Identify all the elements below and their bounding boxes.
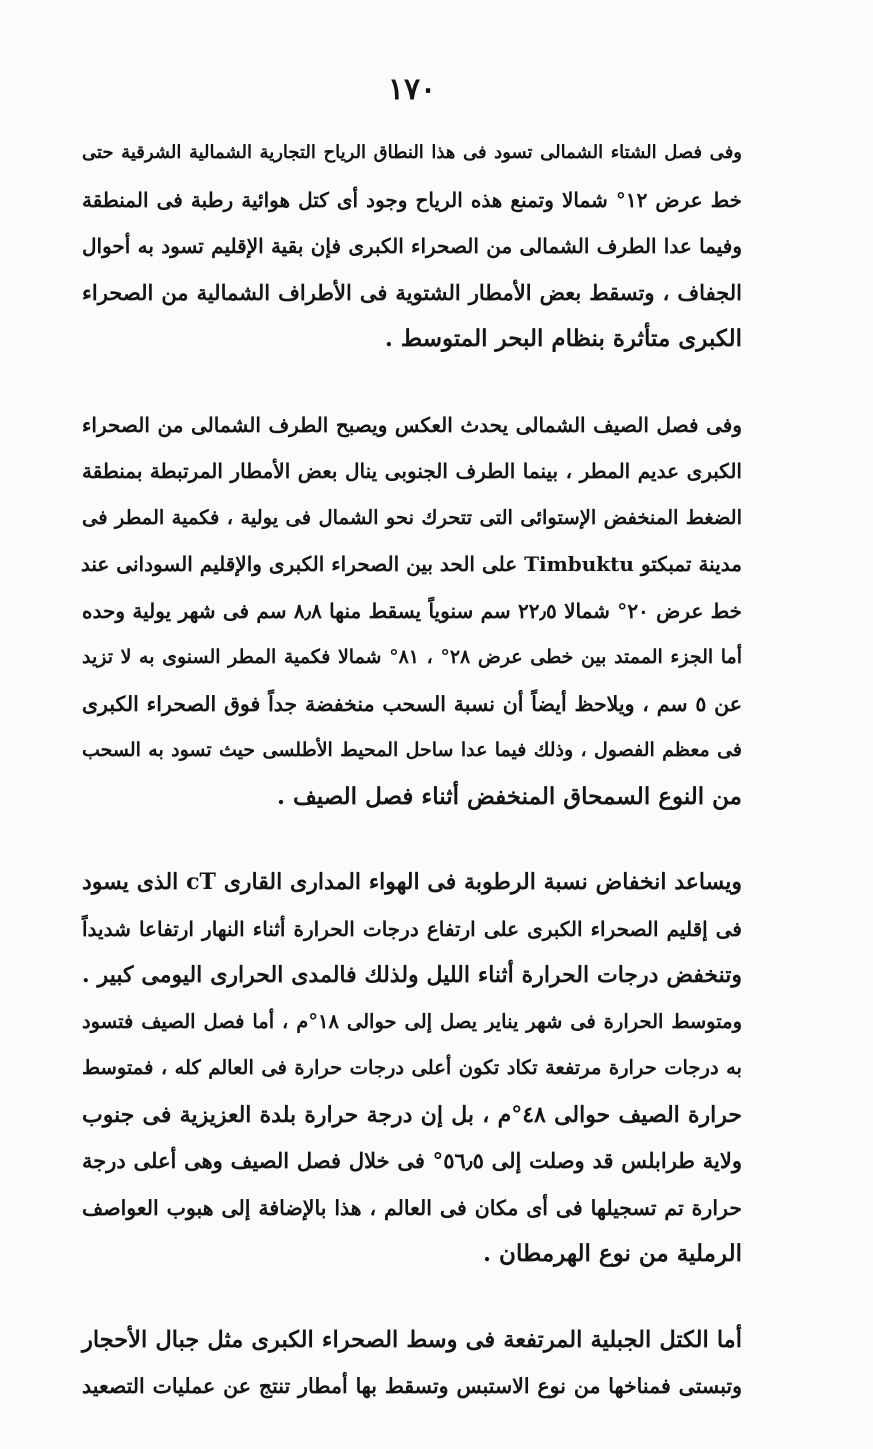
text-line: أما الجزء الممتد بين خطى عرض ٢٨° ، ٨١° شمالا فكمية المطر السنوى به لا تزيد	[82, 646, 742, 668]
text-line: ولاية طرابلس قد وصلت إلى ٥٦٫٥° فى خلال فصل الصيف وهى أعلى درجة	[82, 1148, 743, 1173]
page-content	[82, 70, 742, 1449]
text-line: خط عرض ٢٠° شمالا ٢٢٫٥ سم سنوياً يسقط منها ٨٫٨ سم فى شهر يولية وحده	[82, 598, 743, 623]
text-line: به درجات حرارة مرتفعة تكاد تكون أعلى درجات حرارة فى العالم كله ، فمتوسط	[82, 1056, 742, 1079]
text-line: فى إقليم الصحراء الكبرى على ارتفاع درجات الحرارة أثناء النهار ارتفاعا شديداً	[82, 916, 742, 941]
text-line: وفيما عدا الطرف الشمالى من الصحراء الكبرى فإن بقية الإقليم تسود به أحوال	[82, 234, 742, 258]
paragraph-summer	[82, 402, 742, 821]
text-line: وتبستى فمناخها من نوع الاستبس وتسقط بها أمطار تنتج عن عمليات التصعيد	[82, 1374, 742, 1398]
page-number: ١٧٠	[387, 72, 437, 107]
text-line: من النوع السمحاق المنخفض أثناء فصل الصيف .	[276, 782, 742, 810]
text-line: فى معظم الفصول ، وذلك فيما عدا ساحل المحيط الأطلسى حيث تسود به السحب	[82, 739, 742, 761]
text-line: ويساعد انخفاض نسبة الرطوبة فى الهواء المدارى القارى cT الذى يسود	[82, 869, 743, 895]
text-line: الكبرى متأثرة بنظام البحر المتوسط .	[384, 325, 742, 352]
paragraph-highlands	[82, 1317, 742, 1410]
text-line: الجفاف ، وتسقط بعض الأمطار الشتوية فى الأطراف الشمالية من الصحراء	[82, 279, 742, 305]
text-line: وفى فصل الشتاء الشمالى تسود فى هذا النطاق الرياح التجارية الشمالية الشرقية حتى	[82, 142, 742, 163]
text-line: الكبرى عديم المطر ، بينما الطرف الجنوبى ينال بعض الأمطار المرتبطة بمنطقة	[82, 459, 742, 483]
text-line: أما الكتل الجبلية المرتفعة فى وسط الصحراء الكبرى مثل جبال الأحجار	[82, 1326, 742, 1353]
text-line: عن ٥ سم ، ويلاحظ أيضاً أن نسبة السحب منخفضة جداً فوق الصحراء الكبرى	[82, 691, 742, 716]
text-line: خط عرض ١٢° شمالا وتمنع هذه الرياح وجود أى كتل هوائية رطبة فى المنطقة	[82, 187, 743, 212]
text-line: حرارة الصيف حوالى ٤٨°م ، بل إن درجة حرارة بلدة العزيزية فى جنوب	[82, 1101, 743, 1128]
text-line: الرملية من نوع الهرمطان .	[483, 1240, 742, 1267]
text-line: وتنخفض درجات الحرارة أثناء الليل ولذلك فالمدى الحرارى اليومى كبير .	[82, 962, 742, 988]
text-line: ومتوسط الحرارة فى شهر يناير يصل إلى حوالى ١٨°م ، أما فصل الصيف فتسود	[82, 1009, 742, 1033]
text-line: مدينة تمبكتو Timbuktu على الحد بين الصحراء الكبرى والإقليم السودانى عند	[80, 552, 742, 576]
text-line: الضغط المنخفض الإستوائى التى تتحرك نحو الشمال فى يولية ، فكمية المطر فى	[82, 505, 742, 529]
text-line: وفى فصل الصيف الشمالى يحدث العكس ويصبح الطرف الشمالى من الصحراء	[82, 412, 742, 437]
text-line: حرارة تم تسجيلها فى أى مكان فى العالم ، هذا بالإضافة إلى هبوب العواصف	[82, 1195, 742, 1220]
paragraph-winter	[82, 130, 742, 363]
paragraph-temperature	[82, 859, 742, 1278]
